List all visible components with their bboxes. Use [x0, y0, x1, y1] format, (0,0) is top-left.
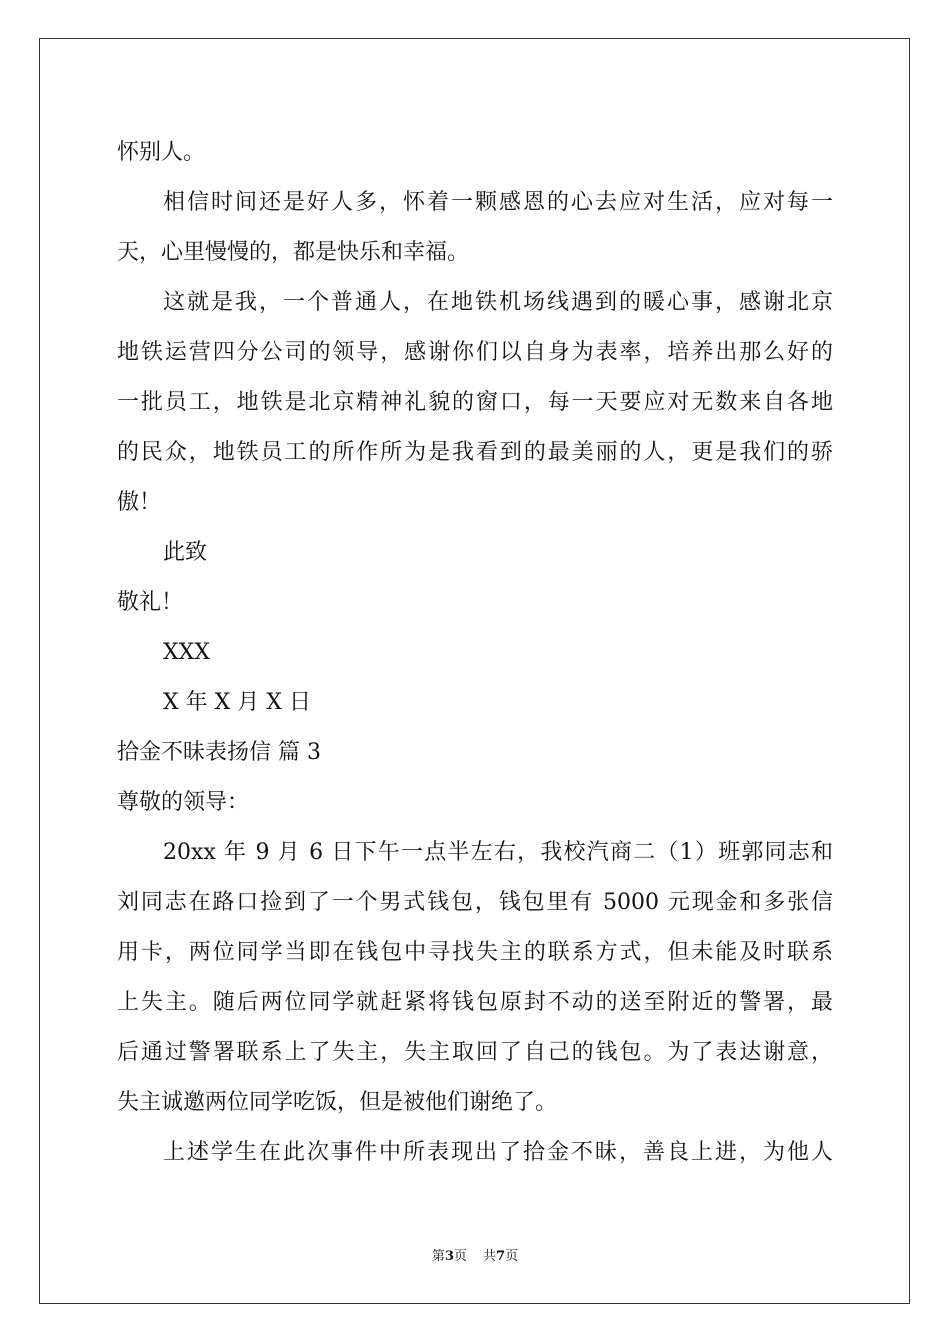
- text-line-7: 的民众，地铁员工的所作所为是我看到的最美丽的人，更是我们的骄: [117, 440, 833, 465]
- signature-name: XXX: [163, 640, 210, 665]
- text-line-17: 用卡，两位同学当即在钱包中寻找失主的联系方式，但未能及时联系: [117, 940, 833, 965]
- text-line-8: 傲！: [117, 490, 162, 515]
- closing-salutation: 此致: [163, 540, 208, 565]
- text-line-1: 怀别人。: [117, 140, 206, 165]
- page-prefix: 第: [431, 1249, 445, 1264]
- text-line-19: 后通过警署联系上了失主，失主取回了自己的钱包。为了表达谢意，: [117, 1040, 833, 1065]
- page-suffix: 页: [453, 1249, 467, 1264]
- total-prefix: 共: [483, 1249, 497, 1264]
- letter-greeting: 尊敬的领导：: [117, 790, 250, 815]
- text-line-20: 失主诚邀两位同学吃饭，但是被他们谢绝了。: [117, 1090, 558, 1115]
- text-line-21: 上述学生在此次事件中所表现出了拾金不昧，善良上进，为他人: [163, 1140, 833, 1165]
- page-footer: [0, 1245, 950, 1264]
- total-suffix: 页: [505, 1249, 519, 1264]
- text-line-2: 相信时间还是好人多，怀着一颗感恩的心去应对生活，应对每一: [163, 190, 833, 215]
- text-line-4: 这就是我，一个普通人，在地铁机场线遇到的暖心事，感谢北京: [163, 290, 833, 315]
- document-body: [117, 128, 833, 1178]
- text-line-5: 地铁运营四分公司的领导，感谢你们以自身为表率，培养出那么好的: [117, 340, 833, 365]
- page-total-number: 7: [496, 1249, 506, 1264]
- signature-date: X 年 X 月 X 日: [163, 690, 311, 715]
- page-current-number: 3: [444, 1249, 454, 1264]
- section-title: 拾金不昧表扬信 篇 3: [117, 740, 321, 765]
- text-line-3: 天，心里慢慢的，都是快乐和幸福。: [117, 240, 470, 265]
- text-line-18: 上失主。随后两位同学就赶紧将钱包原封不动的送至附近的警署，最: [117, 990, 833, 1015]
- text-line-6: 一批员工，地铁是北京精神礼貌的窗口，每一天要应对无数来自各地: [117, 390, 833, 415]
- text-line-16: 刘同志在路口捡到了一个男式钱包，钱包里有 5000 元现金和多张信: [117, 890, 833, 915]
- closing-regards: 敬礼！: [117, 590, 184, 615]
- text-line-15: 20xx 年 9 月 6 日下午一点半左右，我校汽商二（1）班郭同志和: [163, 840, 833, 865]
